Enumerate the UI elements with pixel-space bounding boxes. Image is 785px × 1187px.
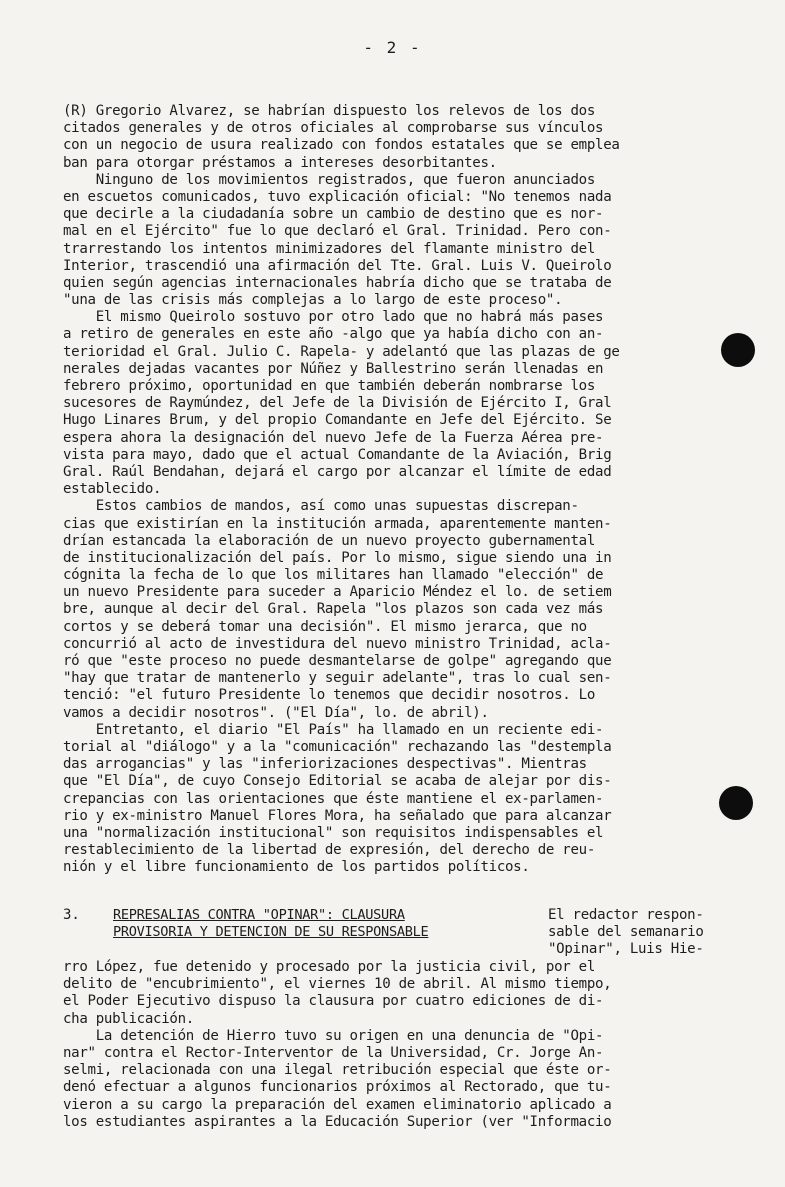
text-line: crepancias con las orientaciones que éste mantiene el ex-parlamen-	[63, 790, 604, 807]
section-heading-line: PROVISORIA Y DETENCION DE SU RESPONSABLE	[113, 924, 429, 940]
text-line: que "El Día", de cuyo Consejo Editorial se acaba de alejar por dis-	[63, 773, 612, 790]
side-line: sable del semanario	[548, 924, 704, 941]
text-line: drían estancada la elaboración de un nuevo proyecto gubernamental	[63, 532, 596, 549]
text-line: denó efectuar a algunos funcionarios próximos al Rectorado, que tu-	[63, 1079, 612, 1096]
text-line: rro López, fue detenido y procesado por la justicia civil, por el	[63, 959, 596, 975]
text-line: "una de las crisis más complejas a lo largo de este proceso".	[63, 292, 563, 309]
text-line: ban para otorgar préstamos a intereses desorbitantes.	[63, 154, 497, 171]
text-line: nión y el libre funcionamiento de los partidos políticos.	[63, 859, 530, 876]
text-line: que decirle a la ciudadanía sobre un cambio de destino que es nor-	[63, 206, 604, 223]
text-line: los estudiantes aspirantes a la Educación Superior (ver "Informacio	[63, 1113, 612, 1130]
text-line: rio y ex-ministro Manuel Flores Mora, ha señalado que para alcanzar	[63, 807, 612, 824]
side-line: "Opinar", Luis Hie-	[548, 941, 704, 958]
text-line: Interior, trascendió una afirmación del Tte. Gral. Luis V. Queirolo	[63, 257, 612, 274]
text-line: nerales dejadas vacantes por Núñez y Ballestrino serán llenadas en	[63, 360, 604, 377]
text-line: vieron a su cargo la preparación del examen eliminatorio aplicado a	[63, 1096, 612, 1113]
text-line: cias que existirían en la institución armada, aparentemente manten-	[63, 515, 612, 532]
side-line: El redactor respon-	[548, 907, 704, 923]
text-line: terioridad el Gral. Julio C. Rapela- y adelantó que las plazas de ge	[63, 343, 620, 360]
text-line: citados generales y de otros oficiales al comprobarse sus vínculos	[63, 120, 604, 137]
text-line: Entretanto, el diario "El País" ha llamado en un reciente edi-	[63, 721, 604, 738]
text-line: das arrogancias" y las "inferiorizaciones despectivas". Mientras	[63, 756, 587, 773]
text-line: "hay que tratar de mantenerlo y seguir adelante", tras lo cual sen-	[63, 670, 612, 687]
text-line: de institucionalización del país. Por lo mismo, sigue siendo una in	[63, 549, 612, 566]
text-line: establecido.	[63, 481, 162, 498]
text-line: concurrió al acto de investidura del nuevo ministro Trinidad, acla-	[63, 635, 612, 652]
text-line: (R) Gregorio Alvarez, se habrían dispuesto los relevos de los dos	[63, 103, 596, 119]
text-line: con un negocio de usura realizado con fondos estatales que se emplea	[63, 137, 620, 154]
text-line: febrero próximo, oportunidad en que también deberán nombrarse los	[63, 378, 596, 394]
text-line: Ninguno de los movimientos registrados, que fueron anunciados	[63, 171, 596, 188]
text-line: vista para mayo, dado que el actual Comandante de la Aviación, Brig	[63, 446, 612, 463]
text-line: trarrestando los intentos minimizadores del flamante ministro del	[63, 240, 596, 257]
text-line: Gral. Raúl Bendahan, dejará el cargo por alcanzar el límite de edad	[63, 463, 612, 480]
text-line: nar" contra el Rector-Interventor de la Universidad, Cr. Jorge An-	[63, 1044, 604, 1061]
text-line: selmi, relacionada con una ilegal retribución especial que éste or-	[63, 1062, 612, 1079]
section-side-column	[548, 907, 763, 959]
text-line: El mismo Queirolo sostuvo por otro lado que no habrá más pases	[63, 309, 604, 326]
text-line: delito de "encubrimiento", el viernes 10 de abril. Al mismo tiempo,	[63, 976, 612, 993]
section-number: 3.	[63, 907, 80, 923]
text-line: el Poder Ejecutivo dispuso la clausura por cuatro ediciones de di-	[63, 993, 604, 1010]
page-number: - 2 -	[363, 38, 422, 57]
text-line: vamos a decidir nosotros". ("El Día", lo. de abril).	[63, 704, 489, 721]
text-line: a retiro de generales en este año -algo que ya había dicho con an-	[63, 326, 604, 343]
article-body-top	[63, 103, 743, 876]
text-line: bre, aunque al decir del Gral. Rapela "los plazos son cada vez más	[63, 601, 604, 618]
text-line: una "normalización institucional" son requisitos indispensables el	[63, 824, 604, 841]
text-line: tenció: "el futuro Presidente lo tenemos que decidir nosotros. Lo	[63, 687, 596, 704]
text-line: restablecimiento de la libertad de expresión, del derecho de reu-	[63, 842, 596, 859]
text-line: torial al "diálogo" y a la "comunicación" rechazando las "destempla	[63, 738, 612, 755]
text-line: ró que "este proceso no puede desmantelarse de golpe" agregando que	[63, 653, 612, 669]
text-line: en escuetos comunicados, tuvo explicación oficial: "No tenemos nada	[63, 188, 612, 205]
text-line: espera ahora la designación del nuevo Jefe de la Fuerza Aérea pre-	[63, 429, 604, 446]
text-line: La detención de Hierro tuvo su origen en una denuncia de "Opi-	[63, 1027, 604, 1044]
punch-hole-upper	[721, 333, 755, 367]
text-line: quien según agencias internacionales habría dicho que se trataba de	[63, 274, 612, 291]
text-line: un nuevo Presidente para suceder a Aparicio Méndez el lo. de setiem	[63, 584, 612, 601]
section-body	[63, 959, 753, 1131]
text-line: cortos y se deberá tomar una decisión". El mismo jerarca, que no	[63, 618, 587, 635]
text-line: mal en el Ejército" fue lo que declaró el Gral. Trinidad. Pero con-	[63, 223, 612, 240]
section-heading	[113, 907, 533, 941]
punch-hole-lower	[719, 786, 753, 820]
text-line: cha publicación.	[63, 1010, 194, 1027]
text-line: sucesores de Raymúndez, del Jefe de la División de Ejército I, Gral	[63, 395, 612, 412]
text-line: Hugo Linares Brum, y del propio Comandante en Jefe del Ejército. Se	[63, 412, 612, 429]
text-line: Estos cambios de mandos, así como unas supuestas discrepan-	[63, 498, 579, 515]
section-heading-line: REPRESALIAS CONTRA "OPINAR": CLAUSURA	[113, 907, 405, 923]
text-line: cógnita la fecha de lo que los militares han llamado "elección" de	[63, 567, 604, 584]
